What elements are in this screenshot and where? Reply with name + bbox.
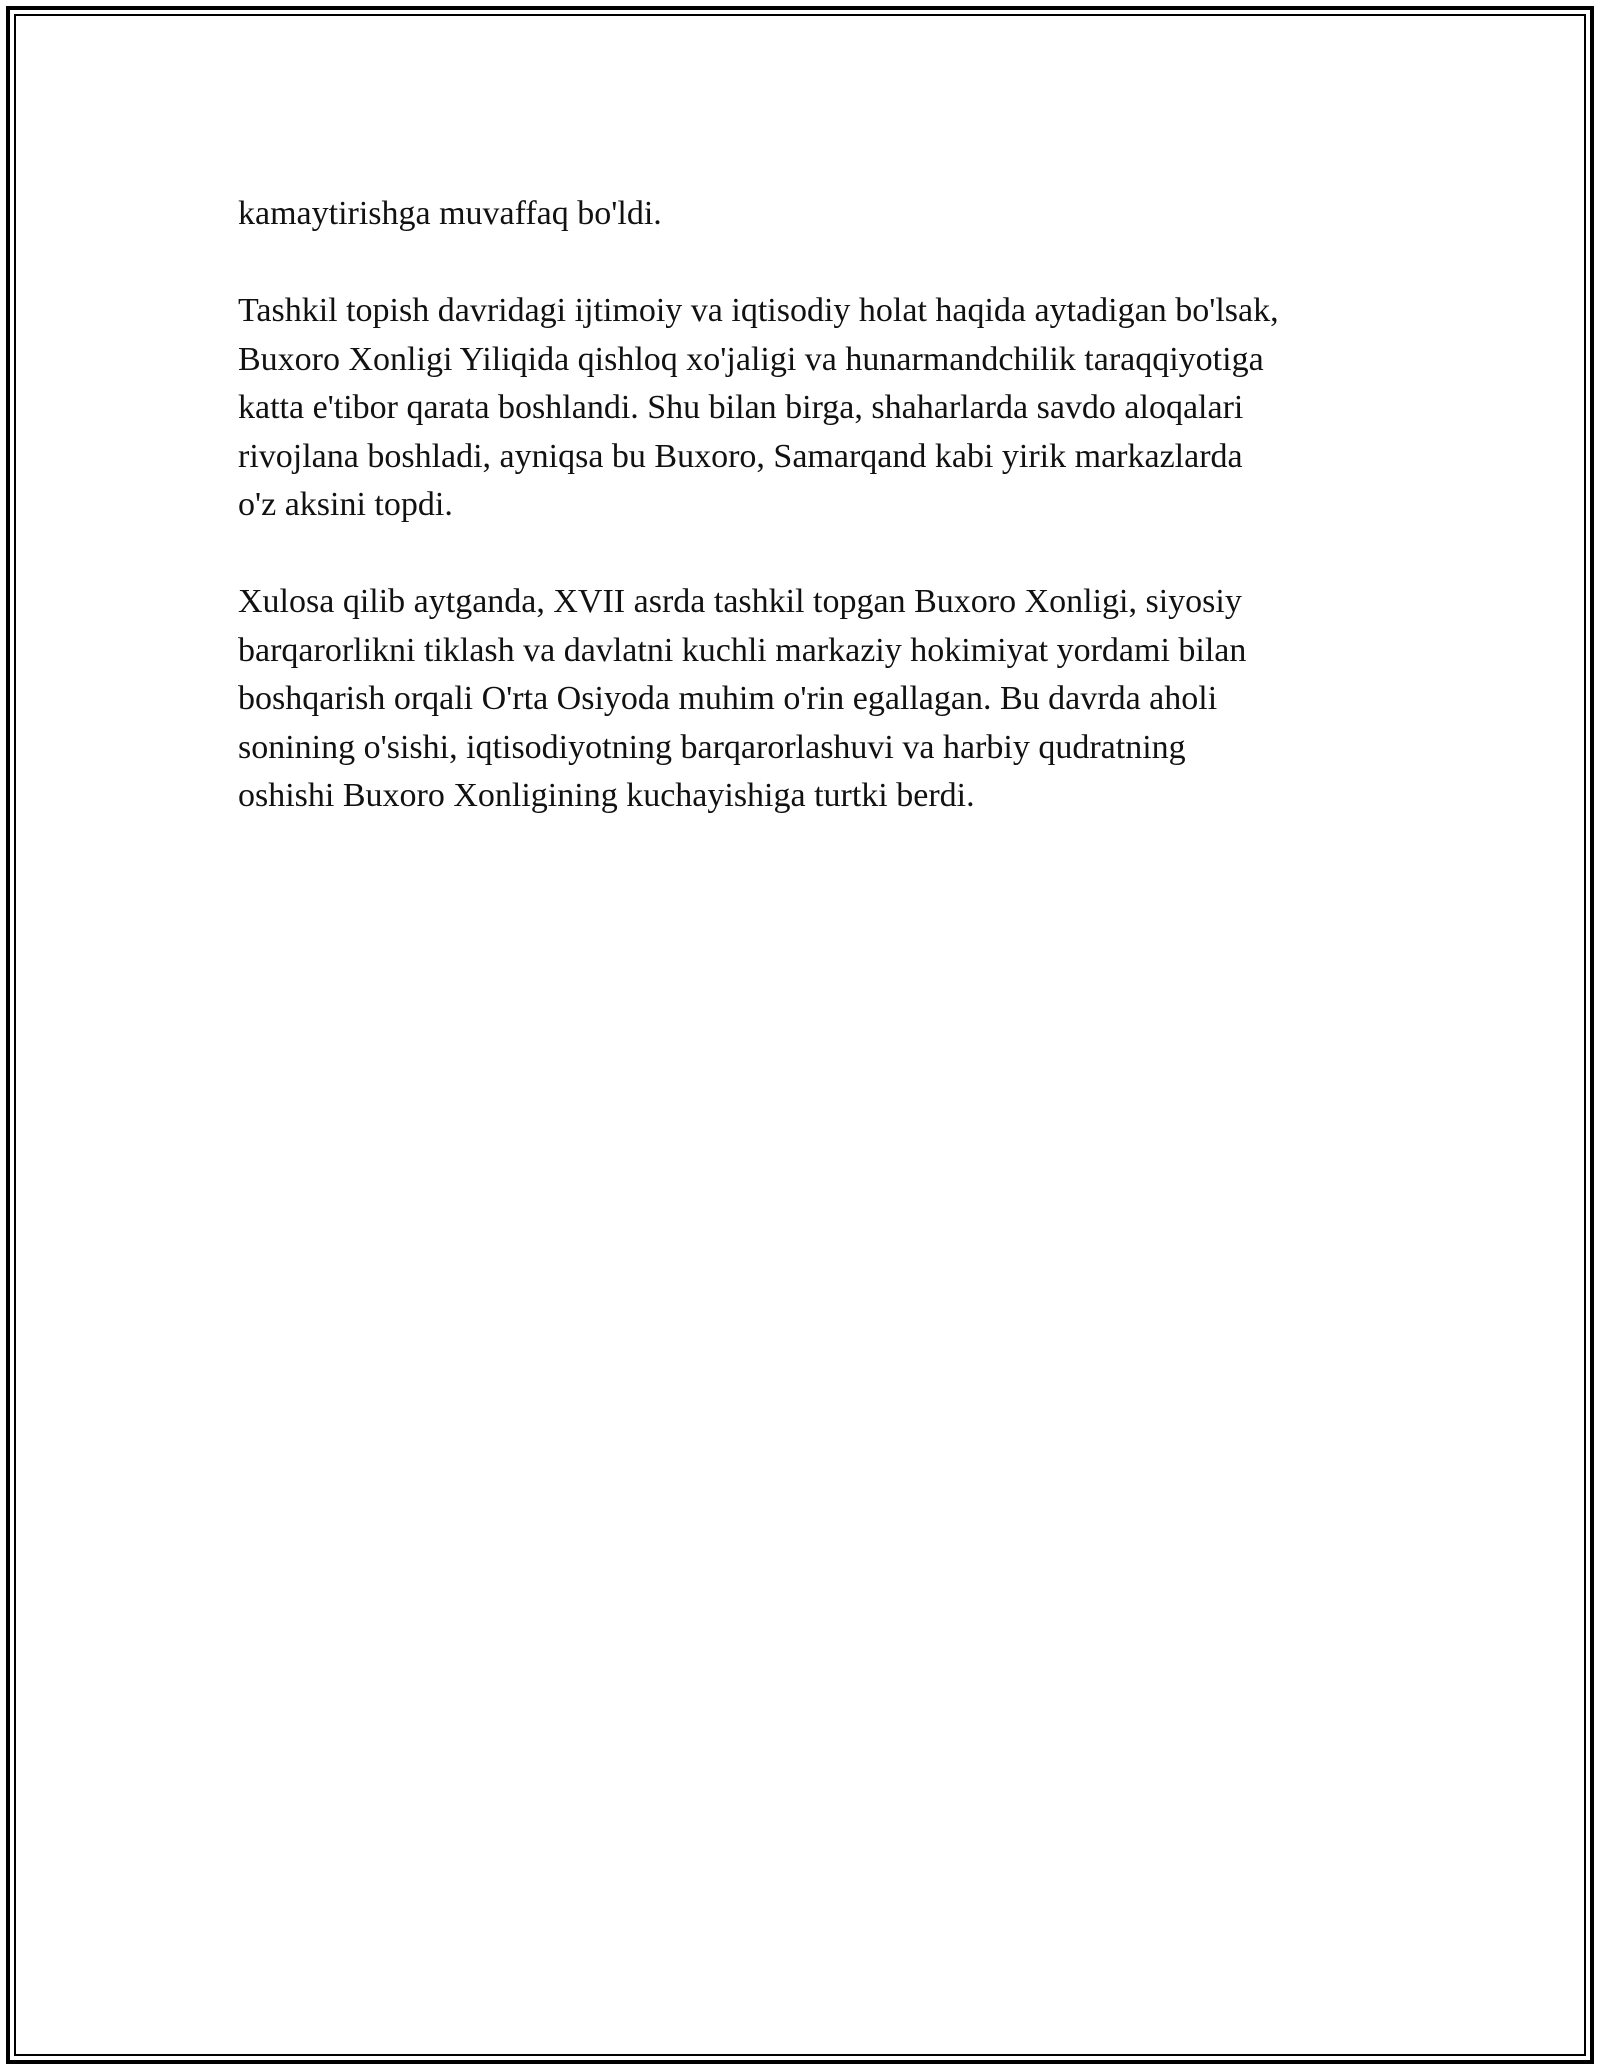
text-line: boshqarish orqali O'rta Osiyoda muhim o'rin egallagan. Bu davrda aholi <box>238 680 1218 717</box>
text-line: oshishi Buxoro Xonligining kuchayishiga turtki berdi. <box>238 777 975 814</box>
page-border <box>6 6 1594 2064</box>
text-line: katta e'tibor qarata boshlandi. Shu bilan birga, shaharlarda savdo aloqalari <box>238 389 1244 426</box>
paragraph-1 <box>238 190 1438 239</box>
text-line: barqarorlikni tiklash va davlatni kuchli markaziy hokimiyat yordami bilan <box>238 631 1247 669</box>
text-line: sonining o'sishi, iqtisodiyotning barqarorlashuvi va harbiy qudratning <box>238 728 1186 766</box>
text-line: o'z aksini topdi. <box>238 486 453 523</box>
text-line: kamaytirishga muvaffaq bo'ldi. <box>238 195 662 232</box>
text-line: Tashkil topish davridagi ijtimoiy va iqtisodiy holat haqida aytadigan bo'lsak, <box>238 292 1279 329</box>
text-line: Buxoro Xonligi Yiliqida qishloq xo'jaligi va hunarmandchilik taraqqiyotiga <box>238 340 1264 378</box>
paragraph-2 <box>238 287 1438 530</box>
document-body <box>238 190 1438 869</box>
text-line: rivojlana boshladi, ayniqsa bu Buxoro, Samarqand kabi yirik markazlarda <box>238 437 1243 475</box>
paragraph-3 <box>238 578 1438 821</box>
text-line: Xulosa qilib aytganda, XVII asrda tashkil topgan Buxoro Xonligi, siyosiy <box>238 583 1242 620</box>
